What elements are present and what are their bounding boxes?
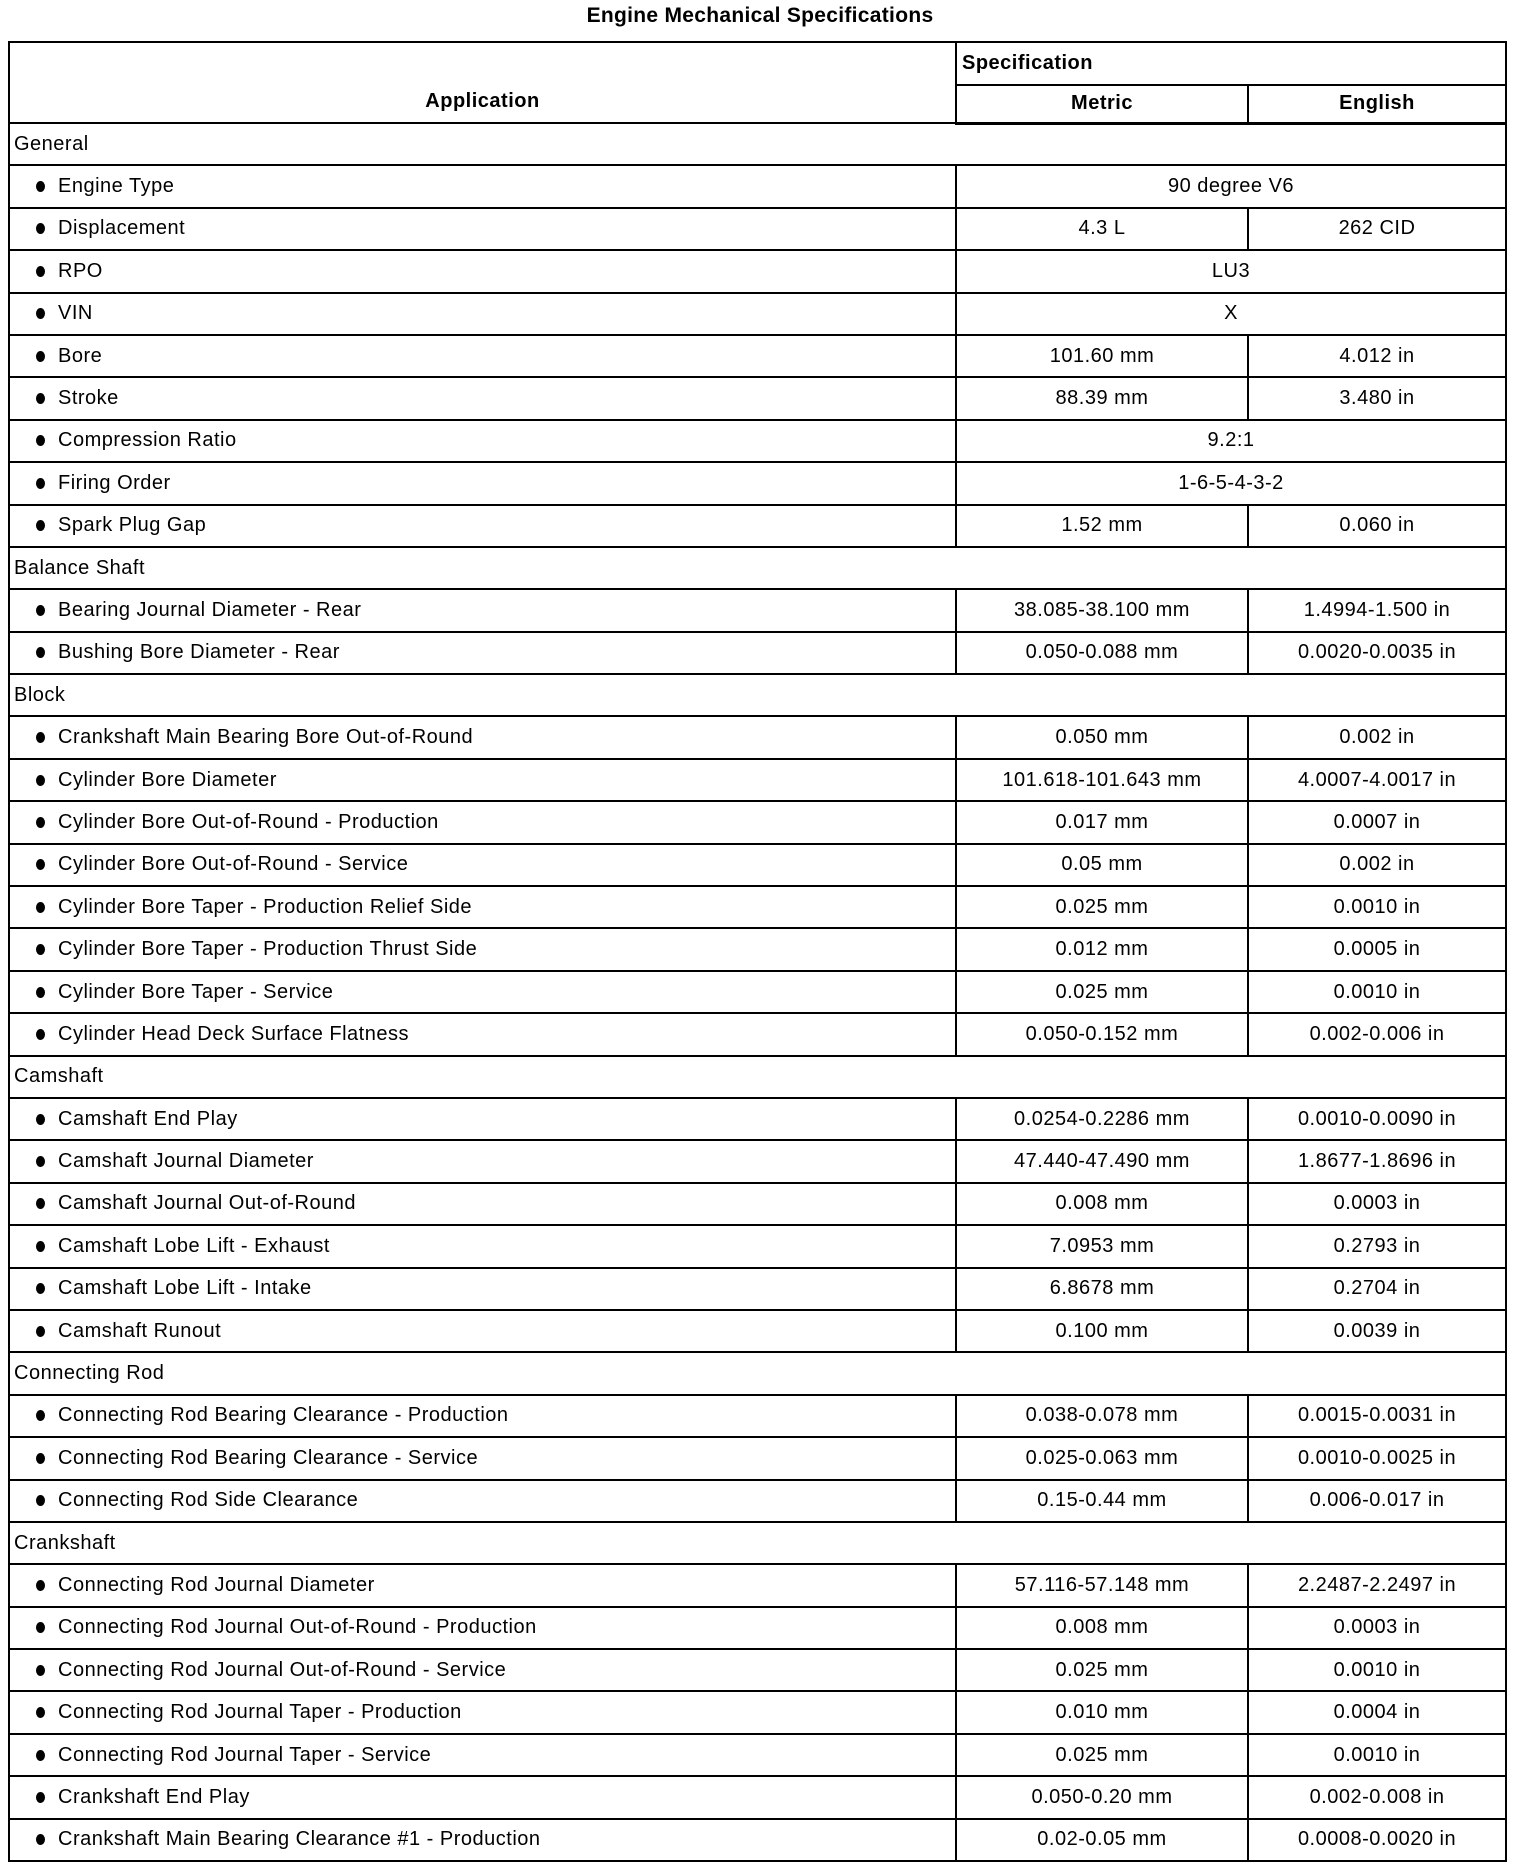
application-cell-content (10, 938, 955, 961)
spec-row (9, 759, 1506, 801)
english-value-cell: 1.8677-1.8696 in (1248, 1140, 1506, 1182)
application-label: Cylinder Bore Diameter (58, 768, 277, 791)
application-label: Connecting Rod Side Clearance (58, 1489, 359, 1512)
application-cell-content (10, 387, 955, 410)
application-cell (9, 1310, 956, 1352)
spec-row (9, 420, 1506, 462)
application-cell (9, 1268, 956, 1310)
application-label: Engine Type (58, 175, 175, 198)
metric-value-cell: 0.025 mm (956, 1649, 1248, 1691)
metric-value-cell: 0.15-0.44 mm (956, 1480, 1248, 1522)
spec-row (9, 1140, 1506, 1182)
spec-row (9, 1225, 1506, 1267)
bullet-icon (36, 1453, 45, 1464)
english-value-cell: 0.0005 in (1248, 928, 1506, 970)
spec-row (9, 377, 1506, 419)
application-cell (9, 1395, 956, 1437)
spec-row (9, 1013, 1506, 1055)
application-cell (9, 462, 956, 504)
english-value-cell: 0.0008-0.0020 in (1248, 1819, 1506, 1861)
section-header-row (9, 123, 1506, 165)
application-cell (9, 1480, 956, 1522)
combined-value-cell: X (956, 293, 1506, 335)
bullet-icon (36, 478, 45, 489)
application-label: Connecting Rod Bearing Clearance - Service (58, 1446, 479, 1469)
english-value-cell: 0.0004 in (1248, 1691, 1506, 1733)
application-cell-content (10, 1235, 955, 1258)
english-value-cell: 0.2793 in (1248, 1225, 1506, 1267)
application-cell-content (10, 1108, 955, 1131)
combined-value-cell: 90 degree V6 (956, 165, 1506, 207)
application-label: Cylinder Bore Taper - Production Relief Side (58, 895, 473, 918)
spec-row (9, 971, 1506, 1013)
metric-value-cell: 0.008 mm (956, 1183, 1248, 1225)
metric-value-cell: 0.025-0.063 mm (956, 1437, 1248, 1479)
application-cell-content (10, 217, 955, 240)
spec-row (9, 801, 1506, 843)
english-value-cell: 2.2487-2.2497 in (1248, 1564, 1506, 1606)
application-cell (9, 971, 956, 1013)
spec-row (9, 1607, 1506, 1649)
application-cell-content (10, 345, 955, 368)
application-cell (9, 759, 956, 801)
application-cell (9, 1437, 956, 1479)
english-value-cell: 262 CID (1248, 208, 1506, 250)
application-label: Cylinder Bore Taper - Production Thrust Side (58, 938, 478, 961)
metric-value-cell: 0.025 mm (956, 886, 1248, 928)
application-cell (9, 165, 956, 207)
spec-row (9, 1310, 1506, 1352)
bullet-icon (36, 1283, 45, 1294)
application-cell-content (10, 599, 955, 622)
application-cell-content (10, 260, 955, 283)
section-title: Balance Shaft (9, 547, 1506, 589)
bullet-icon (36, 1410, 45, 1421)
application-label: Camshaft Lobe Lift - Exhaust (58, 1234, 330, 1257)
bullet-icon (36, 308, 45, 319)
spec-row (9, 1268, 1506, 1310)
application-cell-content (10, 1489, 955, 1512)
spec-row (9, 165, 1506, 207)
application-label: Camshaft Journal Out-of-Round (58, 1192, 356, 1215)
spec-row (9, 1819, 1506, 1861)
application-cell (9, 1819, 956, 1861)
english-value-cell: 3.480 in (1248, 377, 1506, 419)
english-value-cell: 0.0010-0.0025 in (1248, 1437, 1506, 1479)
page-title: Engine Mechanical Specifications (586, 4, 934, 27)
spec-row (9, 844, 1506, 886)
application-cell-content (10, 811, 955, 834)
spec-row (9, 1691, 1506, 1733)
section-title: Block (9, 674, 1506, 716)
application-cell (9, 1691, 956, 1733)
english-value-cell: 0.0010 in (1248, 886, 1506, 928)
spec-row (9, 335, 1506, 377)
application-cell (9, 801, 956, 843)
application-cell (9, 1734, 956, 1776)
metric-value-cell: 0.012 mm (956, 928, 1248, 970)
application-label: RPO (58, 259, 103, 282)
bullet-icon (36, 1750, 45, 1761)
spec-row (9, 886, 1506, 928)
application-cell-content (10, 1150, 955, 1173)
application-label: Bore (58, 344, 103, 367)
application-cell (9, 1776, 956, 1818)
english-value-cell: 0.060 in (1248, 505, 1506, 547)
application-cell (9, 589, 956, 631)
application-cell-content (10, 1574, 955, 1597)
metric-value-cell: 38.085-38.100 mm (956, 589, 1248, 631)
spec-row (9, 293, 1506, 335)
application-label: Compression Ratio (58, 429, 237, 452)
application-cell-content (10, 175, 955, 198)
spec-row (9, 632, 1506, 674)
table-body (9, 123, 1506, 1861)
english-value-cell: 0.002-0.006 in (1248, 1013, 1506, 1055)
specification-column-header: Specification (956, 42, 1506, 85)
application-cell-content (10, 1447, 955, 1470)
application-cell-content (10, 1023, 955, 1046)
english-value-cell: 0.0039 in (1248, 1310, 1506, 1352)
bullet-icon (36, 902, 45, 913)
application-cell (9, 208, 956, 250)
metric-value-cell: 6.8678 mm (956, 1268, 1248, 1310)
application-cell-content (10, 1192, 955, 1215)
bullet-icon (36, 266, 45, 277)
metric-value-cell: 0.0254-0.2286 mm (956, 1098, 1248, 1140)
application-cell (9, 505, 956, 547)
metric-value-cell: 101.618-101.643 mm (956, 759, 1248, 801)
bullet-icon (36, 1029, 45, 1040)
spec-row (9, 1734, 1506, 1776)
spec-row (9, 589, 1506, 631)
metric-value-cell: 0.025 mm (956, 971, 1248, 1013)
section-title: Connecting Rod (9, 1352, 1506, 1394)
bullet-icon (36, 1495, 45, 1506)
english-value-cell: 4.0007-4.0017 in (1248, 759, 1506, 801)
application-cell (9, 1649, 956, 1691)
bullet-icon (36, 859, 45, 870)
application-cell (9, 420, 956, 462)
english-value-cell: 0.002 in (1248, 716, 1506, 758)
metric-value-cell: 0.038-0.078 mm (956, 1395, 1248, 1437)
metric-value-cell: 0.010 mm (956, 1691, 1248, 1733)
application-cell (9, 335, 956, 377)
spec-row (9, 1776, 1506, 1818)
bullet-icon (36, 1326, 45, 1337)
bullet-icon (36, 1156, 45, 1167)
application-label: Cylinder Head Deck Surface Flatness (58, 1022, 409, 1045)
metric-value-cell: 0.050-0.152 mm (956, 1013, 1248, 1055)
application-cell (9, 1607, 956, 1649)
application-label: Connecting Rod Journal Taper - Production (58, 1701, 462, 1724)
application-cell (9, 716, 956, 758)
application-cell-content (10, 1744, 955, 1767)
application-cell-content (10, 1616, 955, 1639)
application-cell (9, 1013, 956, 1055)
english-column-header: English (1248, 85, 1506, 123)
spec-row (9, 208, 1506, 250)
english-value-cell: 0.0007 in (1248, 801, 1506, 843)
spec-row (9, 1183, 1506, 1225)
application-label: Connecting Rod Bearing Clearance - Production (58, 1404, 509, 1427)
application-cell (9, 844, 956, 886)
metric-value-cell: 0.05 mm (956, 844, 1248, 886)
application-cell-content (10, 429, 955, 452)
bullet-icon (36, 987, 45, 998)
combined-value-cell: 9.2:1 (956, 420, 1506, 462)
spec-row (9, 462, 1506, 504)
section-header-row (9, 547, 1506, 589)
english-value-cell: 0.0020-0.0035 in (1248, 632, 1506, 674)
section-title: General (9, 123, 1506, 165)
application-cell-content (10, 896, 955, 919)
spec-row (9, 1395, 1506, 1437)
bullet-icon (36, 1707, 45, 1718)
application-label: Displacement (58, 217, 186, 240)
metric-value-cell: 57.116-57.148 mm (956, 1564, 1248, 1606)
bullet-icon (36, 1241, 45, 1252)
english-value-cell: 0.0003 in (1248, 1607, 1506, 1649)
table-header (9, 42, 1506, 123)
application-cell-content (10, 302, 955, 325)
metric-value-cell: 88.39 mm (956, 377, 1248, 419)
bullet-icon (36, 775, 45, 786)
metric-value-cell: 101.60 mm (956, 335, 1248, 377)
application-label: Spark Plug Gap (58, 514, 207, 537)
application-cell-content (10, 769, 955, 792)
spec-row (9, 505, 1506, 547)
metric-value-cell: 1.52 mm (956, 505, 1248, 547)
spec-row (9, 1480, 1506, 1522)
spec-row (9, 1098, 1506, 1140)
application-cell (9, 1564, 956, 1606)
application-cell-content (10, 1404, 955, 1427)
application-label: Stroke (58, 387, 119, 410)
application-cell (9, 1140, 956, 1182)
bullet-icon (36, 520, 45, 531)
spec-row (9, 1564, 1506, 1606)
application-label: Connecting Rod Journal Out-of-Round - Service (58, 1658, 507, 1681)
english-value-cell: 1.4994-1.500 in (1248, 589, 1506, 631)
metric-value-cell: 47.440-47.490 mm (956, 1140, 1248, 1182)
english-value-cell: 0.002-0.008 in (1248, 1776, 1506, 1818)
spec-row (9, 1437, 1506, 1479)
combined-value-cell: LU3 (956, 250, 1506, 292)
english-value-cell: 0.006-0.017 in (1248, 1480, 1506, 1522)
application-cell (9, 1225, 956, 1267)
application-cell (9, 293, 956, 335)
application-cell-content (10, 1828, 955, 1851)
bullet-icon (36, 732, 45, 743)
bullet-icon (36, 351, 45, 362)
bullet-icon (36, 393, 45, 404)
bullet-icon (36, 181, 45, 192)
section-header-row (9, 1352, 1506, 1394)
application-cell-content (10, 726, 955, 749)
bullet-icon (36, 1792, 45, 1803)
application-cell (9, 886, 956, 928)
bullet-icon (36, 647, 45, 658)
application-cell (9, 377, 956, 419)
metric-value-cell: 0.025 mm (956, 1734, 1248, 1776)
english-value-cell: 0.0003 in (1248, 1183, 1506, 1225)
spec-row (9, 716, 1506, 758)
application-cell-content (10, 981, 955, 1004)
bullet-icon (36, 817, 45, 828)
application-label: VIN (58, 302, 93, 325)
application-label: Camshaft Runout (58, 1319, 222, 1342)
application-label: Bearing Journal Diameter - Rear (58, 598, 362, 621)
application-label: Firing Order (58, 471, 171, 494)
application-cell (9, 1098, 956, 1140)
application-cell-content (10, 1701, 955, 1724)
metric-value-cell: 0.017 mm (956, 801, 1248, 843)
english-value-cell: 4.012 in (1248, 335, 1506, 377)
bullet-icon (36, 1114, 45, 1125)
application-label: Connecting Rod Journal Diameter (58, 1573, 375, 1596)
application-label: Camshaft Journal Diameter (58, 1150, 314, 1173)
spec-table (8, 41, 1507, 1862)
application-label: Cylinder Bore Out-of-Round - Service (58, 853, 409, 876)
application-cell-content (10, 1659, 955, 1682)
metric-value-cell: 4.3 L (956, 208, 1248, 250)
application-cell (9, 1183, 956, 1225)
application-label: Connecting Rod Journal Taper - Service (58, 1743, 432, 1766)
english-value-cell: 0.2704 in (1248, 1268, 1506, 1310)
english-value-cell: 0.0010 in (1248, 971, 1506, 1013)
metric-value-cell: 0.008 mm (956, 1607, 1248, 1649)
bullet-icon (36, 1665, 45, 1676)
application-cell-content (10, 641, 955, 664)
section-header-row (9, 1522, 1506, 1564)
application-label: Camshaft Lobe Lift - Intake (58, 1277, 312, 1300)
application-cell-content (10, 514, 955, 537)
application-cell (9, 250, 956, 292)
bullet-icon (36, 1834, 45, 1845)
application-cell (9, 928, 956, 970)
application-cell-content (10, 472, 955, 495)
application-cell (9, 632, 956, 674)
section-header-row (9, 674, 1506, 716)
application-cell-content (10, 1320, 955, 1343)
english-value-cell: 0.0010 in (1248, 1734, 1506, 1776)
english-value-cell: 0.0010-0.0090 in (1248, 1098, 1506, 1140)
application-cell-content (10, 1786, 955, 1809)
spec-row (9, 928, 1506, 970)
application-cell-content (10, 853, 955, 876)
application-label: Camshaft End Play (58, 1107, 238, 1130)
application-label: Bushing Bore Diameter - Rear (58, 641, 340, 664)
english-value-cell: 0.002 in (1248, 844, 1506, 886)
metric-value-cell: 0.100 mm (956, 1310, 1248, 1352)
english-value-cell: 0.0015-0.0031 in (1248, 1395, 1506, 1437)
section-title: Camshaft (9, 1056, 1506, 1098)
metric-value-cell: 0.050-0.20 mm (956, 1776, 1248, 1818)
metric-value-cell: 7.0953 mm (956, 1225, 1248, 1267)
bullet-icon (36, 223, 45, 234)
application-label: Crankshaft Main Bearing Clearance #1 - Production (58, 1828, 541, 1851)
bullet-icon (36, 1622, 45, 1633)
application-label: Crankshaft End Play (58, 1785, 250, 1808)
metric-value-cell: 0.050-0.088 mm (956, 632, 1248, 674)
metric-value-cell: 0.02-0.05 mm (956, 1819, 1248, 1861)
application-label: Cylinder Bore Taper - Service (58, 980, 334, 1003)
application-column-header: Application (9, 42, 956, 123)
section-header-row (9, 1056, 1506, 1098)
application-label: Crankshaft Main Bearing Bore Out-of-Round (58, 726, 474, 749)
spec-row (9, 1649, 1506, 1691)
section-title: Crankshaft (9, 1522, 1506, 1564)
application-cell-content (10, 1277, 955, 1300)
application-label: Cylinder Bore Out-of-Round - Production (58, 810, 439, 833)
bullet-icon (36, 435, 45, 446)
bullet-icon (36, 944, 45, 955)
bullet-icon (36, 1198, 45, 1209)
metric-column-header: Metric (956, 85, 1248, 123)
header-row-1 (9, 42, 1506, 85)
english-value-cell: 0.0010 in (1248, 1649, 1506, 1691)
bullet-icon (36, 1580, 45, 1591)
combined-value-cell: 1-6-5-4-3-2 (956, 462, 1506, 504)
metric-value-cell: 0.050 mm (956, 716, 1248, 758)
application-label: Connecting Rod Journal Out-of-Round - Production (58, 1616, 537, 1639)
bullet-icon (36, 605, 45, 616)
spec-row (9, 250, 1506, 292)
